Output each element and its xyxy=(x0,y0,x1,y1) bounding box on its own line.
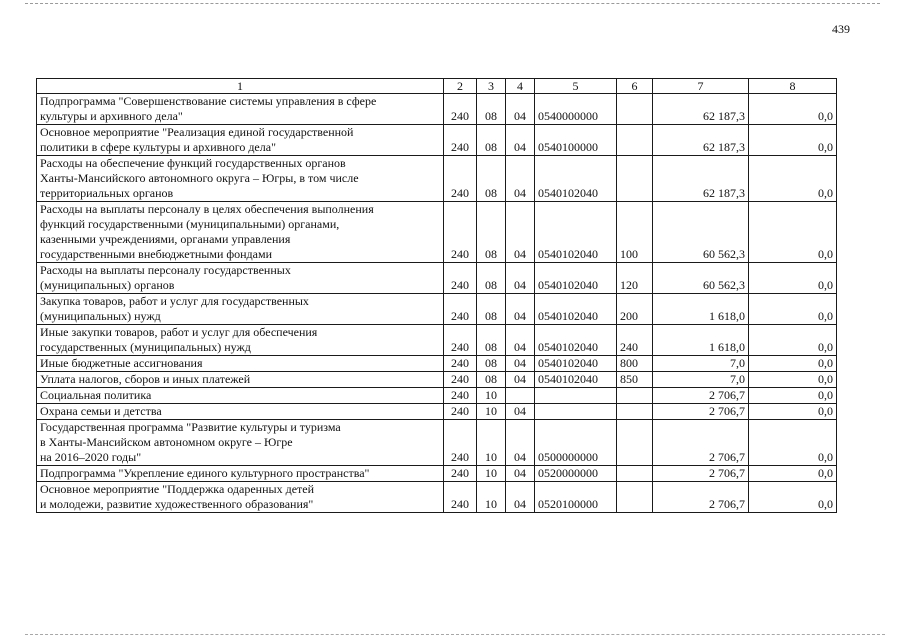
amount-cell: 0,0 xyxy=(749,466,837,482)
section-code-cell: 08 xyxy=(477,325,506,356)
target-article-cell: 0540102040 xyxy=(535,202,617,263)
grbs-code-cell: 240 xyxy=(444,466,477,482)
budget-table xyxy=(36,78,837,513)
expense-type-cell xyxy=(617,125,653,156)
column-header: 2 xyxy=(444,79,477,94)
subsection-code-cell xyxy=(506,388,535,404)
amount-cell: 1 618,0 xyxy=(653,294,749,325)
target-article-cell: 0540102040 xyxy=(535,294,617,325)
expense-type-cell xyxy=(617,404,653,420)
amount-cell: 0,0 xyxy=(749,125,837,156)
amount-cell: 62 187,3 xyxy=(653,94,749,125)
amount-cell: 2 706,7 xyxy=(653,466,749,482)
item-name-cell: Закупка товаров, работ и услуг для государственных (муниципальных) нужд xyxy=(37,294,444,325)
amount-cell: 0,0 xyxy=(749,404,837,420)
item-name-cell: Расходы на выплаты персоналу государственных (муниципальных) органов xyxy=(37,263,444,294)
subsection-code-cell: 04 xyxy=(506,263,535,294)
expense-type-cell xyxy=(617,156,653,202)
subsection-code-cell: 04 xyxy=(506,466,535,482)
item-name-cell: Основное мероприятие "Поддержка одаренных детей и молодежи, развитие художественного образования" xyxy=(37,482,444,513)
column-header: 1 xyxy=(37,79,444,94)
section-code-cell: 08 xyxy=(477,94,506,125)
expense-type-cell: 240 xyxy=(617,325,653,356)
grbs-code-cell: 240 xyxy=(444,325,477,356)
expense-type-cell xyxy=(617,388,653,404)
section-code-cell: 10 xyxy=(477,420,506,466)
section-code-cell: 08 xyxy=(477,372,506,388)
grbs-code-cell: 240 xyxy=(444,202,477,263)
item-name-cell: Социальная политика xyxy=(37,388,444,404)
amount-cell: 0,0 xyxy=(749,294,837,325)
expense-type-cell xyxy=(617,482,653,513)
table-row xyxy=(37,325,837,356)
amount-cell: 2 706,7 xyxy=(653,388,749,404)
table-row xyxy=(37,466,837,482)
table-row xyxy=(37,202,837,263)
target-article-cell: 0540102040 xyxy=(535,372,617,388)
grbs-code-cell: 240 xyxy=(444,125,477,156)
target-article-cell: 0520000000 xyxy=(535,466,617,482)
section-code-cell: 10 xyxy=(477,388,506,404)
column-header: 7 xyxy=(653,79,749,94)
item-name-cell: Уплата налогов, сборов и иных платежей xyxy=(37,372,444,388)
section-code-cell: 08 xyxy=(477,202,506,263)
table-header-row xyxy=(37,79,837,94)
amount-cell: 0,0 xyxy=(749,263,837,294)
grbs-code-cell: 240 xyxy=(444,263,477,294)
amount-cell: 0,0 xyxy=(749,420,837,466)
expense-type-cell: 120 xyxy=(617,263,653,294)
amount-cell: 62 187,3 xyxy=(653,125,749,156)
target-article-cell: 0540102040 xyxy=(535,356,617,372)
table-row xyxy=(37,404,837,420)
amount-cell: 0,0 xyxy=(749,202,837,263)
column-header: 4 xyxy=(506,79,535,94)
page-number: 439 xyxy=(832,22,850,36)
expense-type-cell: 200 xyxy=(617,294,653,325)
scan-top-edge xyxy=(25,3,880,4)
grbs-code-cell: 240 xyxy=(444,356,477,372)
grbs-code-cell: 240 xyxy=(444,372,477,388)
table-row xyxy=(37,94,837,125)
column-header: 8 xyxy=(749,79,837,94)
item-name-cell: Иные бюджетные ассигнования xyxy=(37,356,444,372)
section-code-cell: 08 xyxy=(477,294,506,325)
section-code-cell: 10 xyxy=(477,466,506,482)
column-header: 5 xyxy=(535,79,617,94)
target-article-cell: 0540102040 xyxy=(535,325,617,356)
amount-cell: 7,0 xyxy=(653,372,749,388)
target-article-cell: 0540102040 xyxy=(535,263,617,294)
amount-cell: 7,0 xyxy=(653,356,749,372)
expense-type-cell xyxy=(617,466,653,482)
amount-cell: 2 706,7 xyxy=(653,420,749,466)
table-row xyxy=(37,482,837,513)
amount-cell: 0,0 xyxy=(749,156,837,202)
subsection-code-cell: 04 xyxy=(506,156,535,202)
table-row xyxy=(37,388,837,404)
amount-cell: 0,0 xyxy=(749,372,837,388)
table-row xyxy=(37,294,837,325)
section-code-cell: 08 xyxy=(477,125,506,156)
table-row xyxy=(37,372,837,388)
item-name-cell: Государственная программа "Развитие культуры и туризма в Ханты-Мансийском автономном округе – Югре на 2016–2020 годы" xyxy=(37,420,444,466)
item-name-cell: Иные закупки товаров, работ и услуг для обеспечения государственных (муниципальных) нужд xyxy=(37,325,444,356)
item-name-cell: Охрана семьи и детства xyxy=(37,404,444,420)
subsection-code-cell: 04 xyxy=(506,372,535,388)
section-code-cell: 08 xyxy=(477,263,506,294)
amount-cell: 2 706,7 xyxy=(653,482,749,513)
scan-bottom-edge xyxy=(25,634,885,635)
table-row xyxy=(37,420,837,466)
target-article-cell xyxy=(535,404,617,420)
item-name-cell: Расходы на обеспечение функций государственных органов Ханты-Мансийского автономного округа – Югры, в том числе территориальных органов xyxy=(37,156,444,202)
expense-type-cell: 850 xyxy=(617,372,653,388)
target-article-cell: 0540000000 xyxy=(535,94,617,125)
subsection-code-cell: 04 xyxy=(506,420,535,466)
target-article-cell: 0540100000 xyxy=(535,125,617,156)
section-code-cell: 10 xyxy=(477,404,506,420)
target-article-cell: 0540102040 xyxy=(535,156,617,202)
grbs-code-cell: 240 xyxy=(444,294,477,325)
grbs-code-cell: 240 xyxy=(444,404,477,420)
grbs-code-cell: 240 xyxy=(444,420,477,466)
section-code-cell: 08 xyxy=(477,356,506,372)
subsection-code-cell: 04 xyxy=(506,325,535,356)
section-code-cell: 10 xyxy=(477,482,506,513)
subsection-code-cell: 04 xyxy=(506,482,535,513)
expense-type-cell xyxy=(617,420,653,466)
subsection-code-cell: 04 xyxy=(506,125,535,156)
amount-cell: 1 618,0 xyxy=(653,325,749,356)
subsection-code-cell: 04 xyxy=(506,404,535,420)
amount-cell: 0,0 xyxy=(749,94,837,125)
grbs-code-cell: 240 xyxy=(444,482,477,513)
item-name-cell: Основное мероприятие "Реализация единой государственной политики в сфере культуры и архивного дела" xyxy=(37,125,444,156)
subsection-code-cell: 04 xyxy=(506,294,535,325)
column-header: 3 xyxy=(477,79,506,94)
amount-cell: 62 187,3 xyxy=(653,156,749,202)
table-row xyxy=(37,356,837,372)
table-row xyxy=(37,263,837,294)
amount-cell: 0,0 xyxy=(749,388,837,404)
target-article-cell: 0500000000 xyxy=(535,420,617,466)
table-row xyxy=(37,125,837,156)
section-code-cell: 08 xyxy=(477,156,506,202)
grbs-code-cell: 240 xyxy=(444,156,477,202)
table-body xyxy=(37,94,837,513)
expense-type-cell: 800 xyxy=(617,356,653,372)
amount-cell: 60 562,3 xyxy=(653,263,749,294)
amount-cell: 60 562,3 xyxy=(653,202,749,263)
grbs-code-cell: 240 xyxy=(444,94,477,125)
target-article-cell xyxy=(535,388,617,404)
table-row xyxy=(37,156,837,202)
column-header: 6 xyxy=(617,79,653,94)
subsection-code-cell: 04 xyxy=(506,356,535,372)
subsection-code-cell: 04 xyxy=(506,202,535,263)
target-article-cell: 0520100000 xyxy=(535,482,617,513)
amount-cell: 0,0 xyxy=(749,482,837,513)
grbs-code-cell: 240 xyxy=(444,388,477,404)
amount-cell: 0,0 xyxy=(749,325,837,356)
subsection-code-cell: 04 xyxy=(506,94,535,125)
item-name-cell: Расходы на выплаты персоналу в целях обеспечения выполнения функций государственными (муниципальными) органами, казенными учреждениями, органами управления государственными внебюджетными фондами xyxy=(37,202,444,263)
expense-type-cell xyxy=(617,94,653,125)
item-name-cell: Подпрограмма "Совершенствование системы управления в сфере культуры и архивного дела" xyxy=(37,94,444,125)
amount-cell: 0,0 xyxy=(749,356,837,372)
item-name-cell: Подпрограмма "Укрепление единого культурного пространства" xyxy=(37,466,444,482)
amount-cell: 2 706,7 xyxy=(653,404,749,420)
expense-type-cell: 100 xyxy=(617,202,653,263)
